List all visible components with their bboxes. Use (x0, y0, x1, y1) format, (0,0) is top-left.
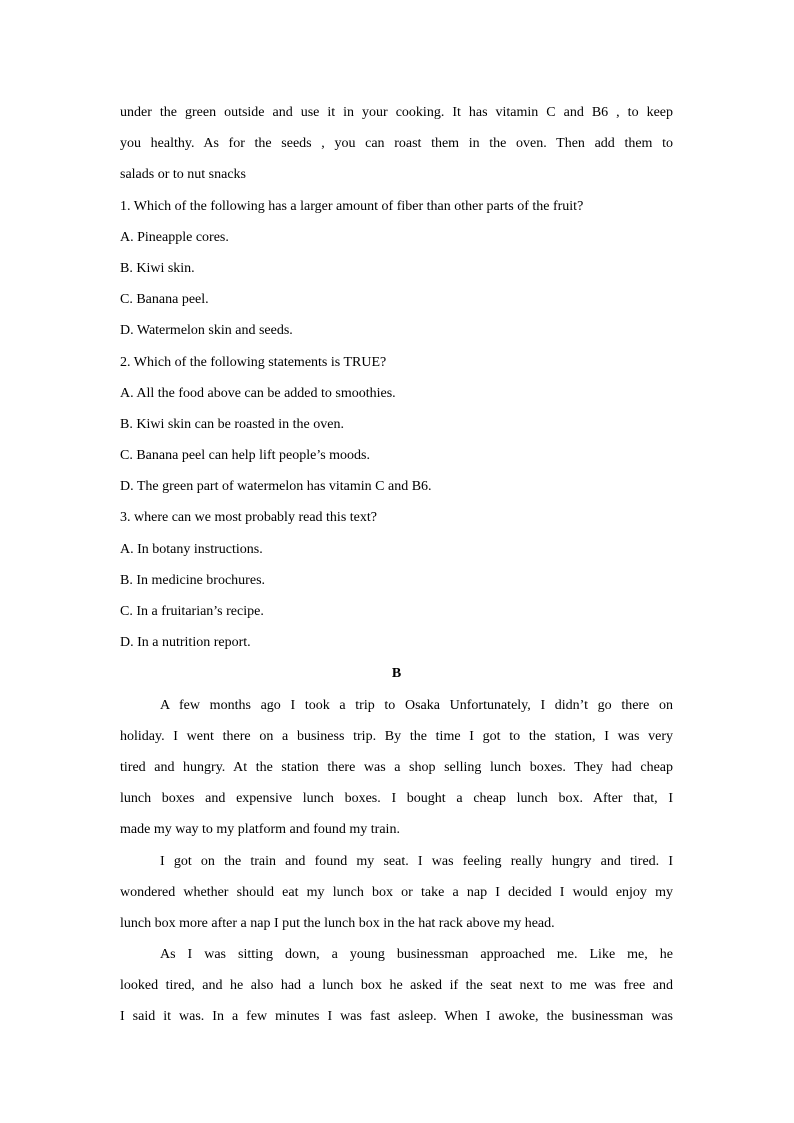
answer-option: A. In botany instructions. (120, 541, 263, 557)
question-2 (120, 349, 673, 505)
text-line: made my way to my platform and found my train. (120, 822, 400, 838)
passage-paragraph-1 (120, 692, 673, 848)
answer-option: B. Kiwi skin can be roasted in the oven. (120, 416, 344, 432)
text-line: wondered whether should eat my lunch box or take a nap I decided I would enjoy my (120, 884, 673, 900)
answer-option: D. In a nutrition report. (120, 635, 251, 651)
answer-option: D. Watermelon skin and seeds. (120, 323, 293, 339)
text-line: holiday. I went there on a business trip. By the time I got to the station, I was very (120, 728, 673, 744)
text-line: I said it was. In a few minutes I was fast asleep. When I awoke, the businessman was (120, 1009, 673, 1025)
text-line: under the green outside and use it in your cooking. It has vitamin C and B6 , to keep (120, 105, 673, 120)
section-heading: B (391, 666, 402, 682)
text-line: lunch box more after a nap I put the lunch box in the hat rack above my head. (120, 915, 555, 931)
text-line: salads or to nut snacks (120, 167, 246, 183)
text-line: tired and hungry. At the station there was a shop selling lunch boxes. They had cheap (120, 759, 673, 775)
answer-option: C. In a fruitarian’s recipe. (120, 604, 264, 619)
answer-option: D. The green part of watermelon has vitamin C and B6. (120, 479, 432, 495)
question-stem: 1. Which of the following has a larger amount of fiber than other parts of the fruit? (120, 198, 584, 214)
question-1 (120, 193, 673, 349)
answer-option: B. In medicine brochures. (120, 572, 266, 588)
text-column (120, 99, 673, 1035)
answer-option: A. All the food above can be added to smoothies. (120, 385, 396, 401)
intro-paragraph (120, 99, 673, 193)
text-line: lunch boxes and expensive lunch boxes. I bought a cheap lunch box. After that, I (120, 791, 673, 807)
answer-option: C. Banana peel. (120, 292, 209, 308)
question-3 (120, 504, 673, 660)
answer-option: A. Pineapple cores. (120, 229, 229, 245)
answer-option: C. Banana peel can help lift people’s moods. (120, 448, 370, 464)
answer-option: B. Kiwi skin. (120, 260, 195, 276)
question-stem: 3. where can we most probably read this text? (120, 510, 377, 526)
text-line: you healthy. As for the seeds , you can roast them in the oven. Then add them to (120, 136, 673, 152)
text-line: A few months ago I took a trip to Osaka Unfortunately, I didn’t go there on (160, 697, 673, 713)
text-line: As I was sitting down, a young businessman approached me. Like me, he (160, 947, 673, 963)
text-line: I got on the train and found my seat. I was feeling really hungry and tired. I (160, 853, 673, 869)
passage-paragraph-3 (120, 941, 673, 1035)
question-stem: 2. Which of the following statements is TRUE? (120, 354, 387, 370)
text-line: looked tired, and he also had a lunch box he asked if the seat next to me was free and (120, 978, 673, 994)
passage-paragraph-2 (120, 848, 673, 942)
